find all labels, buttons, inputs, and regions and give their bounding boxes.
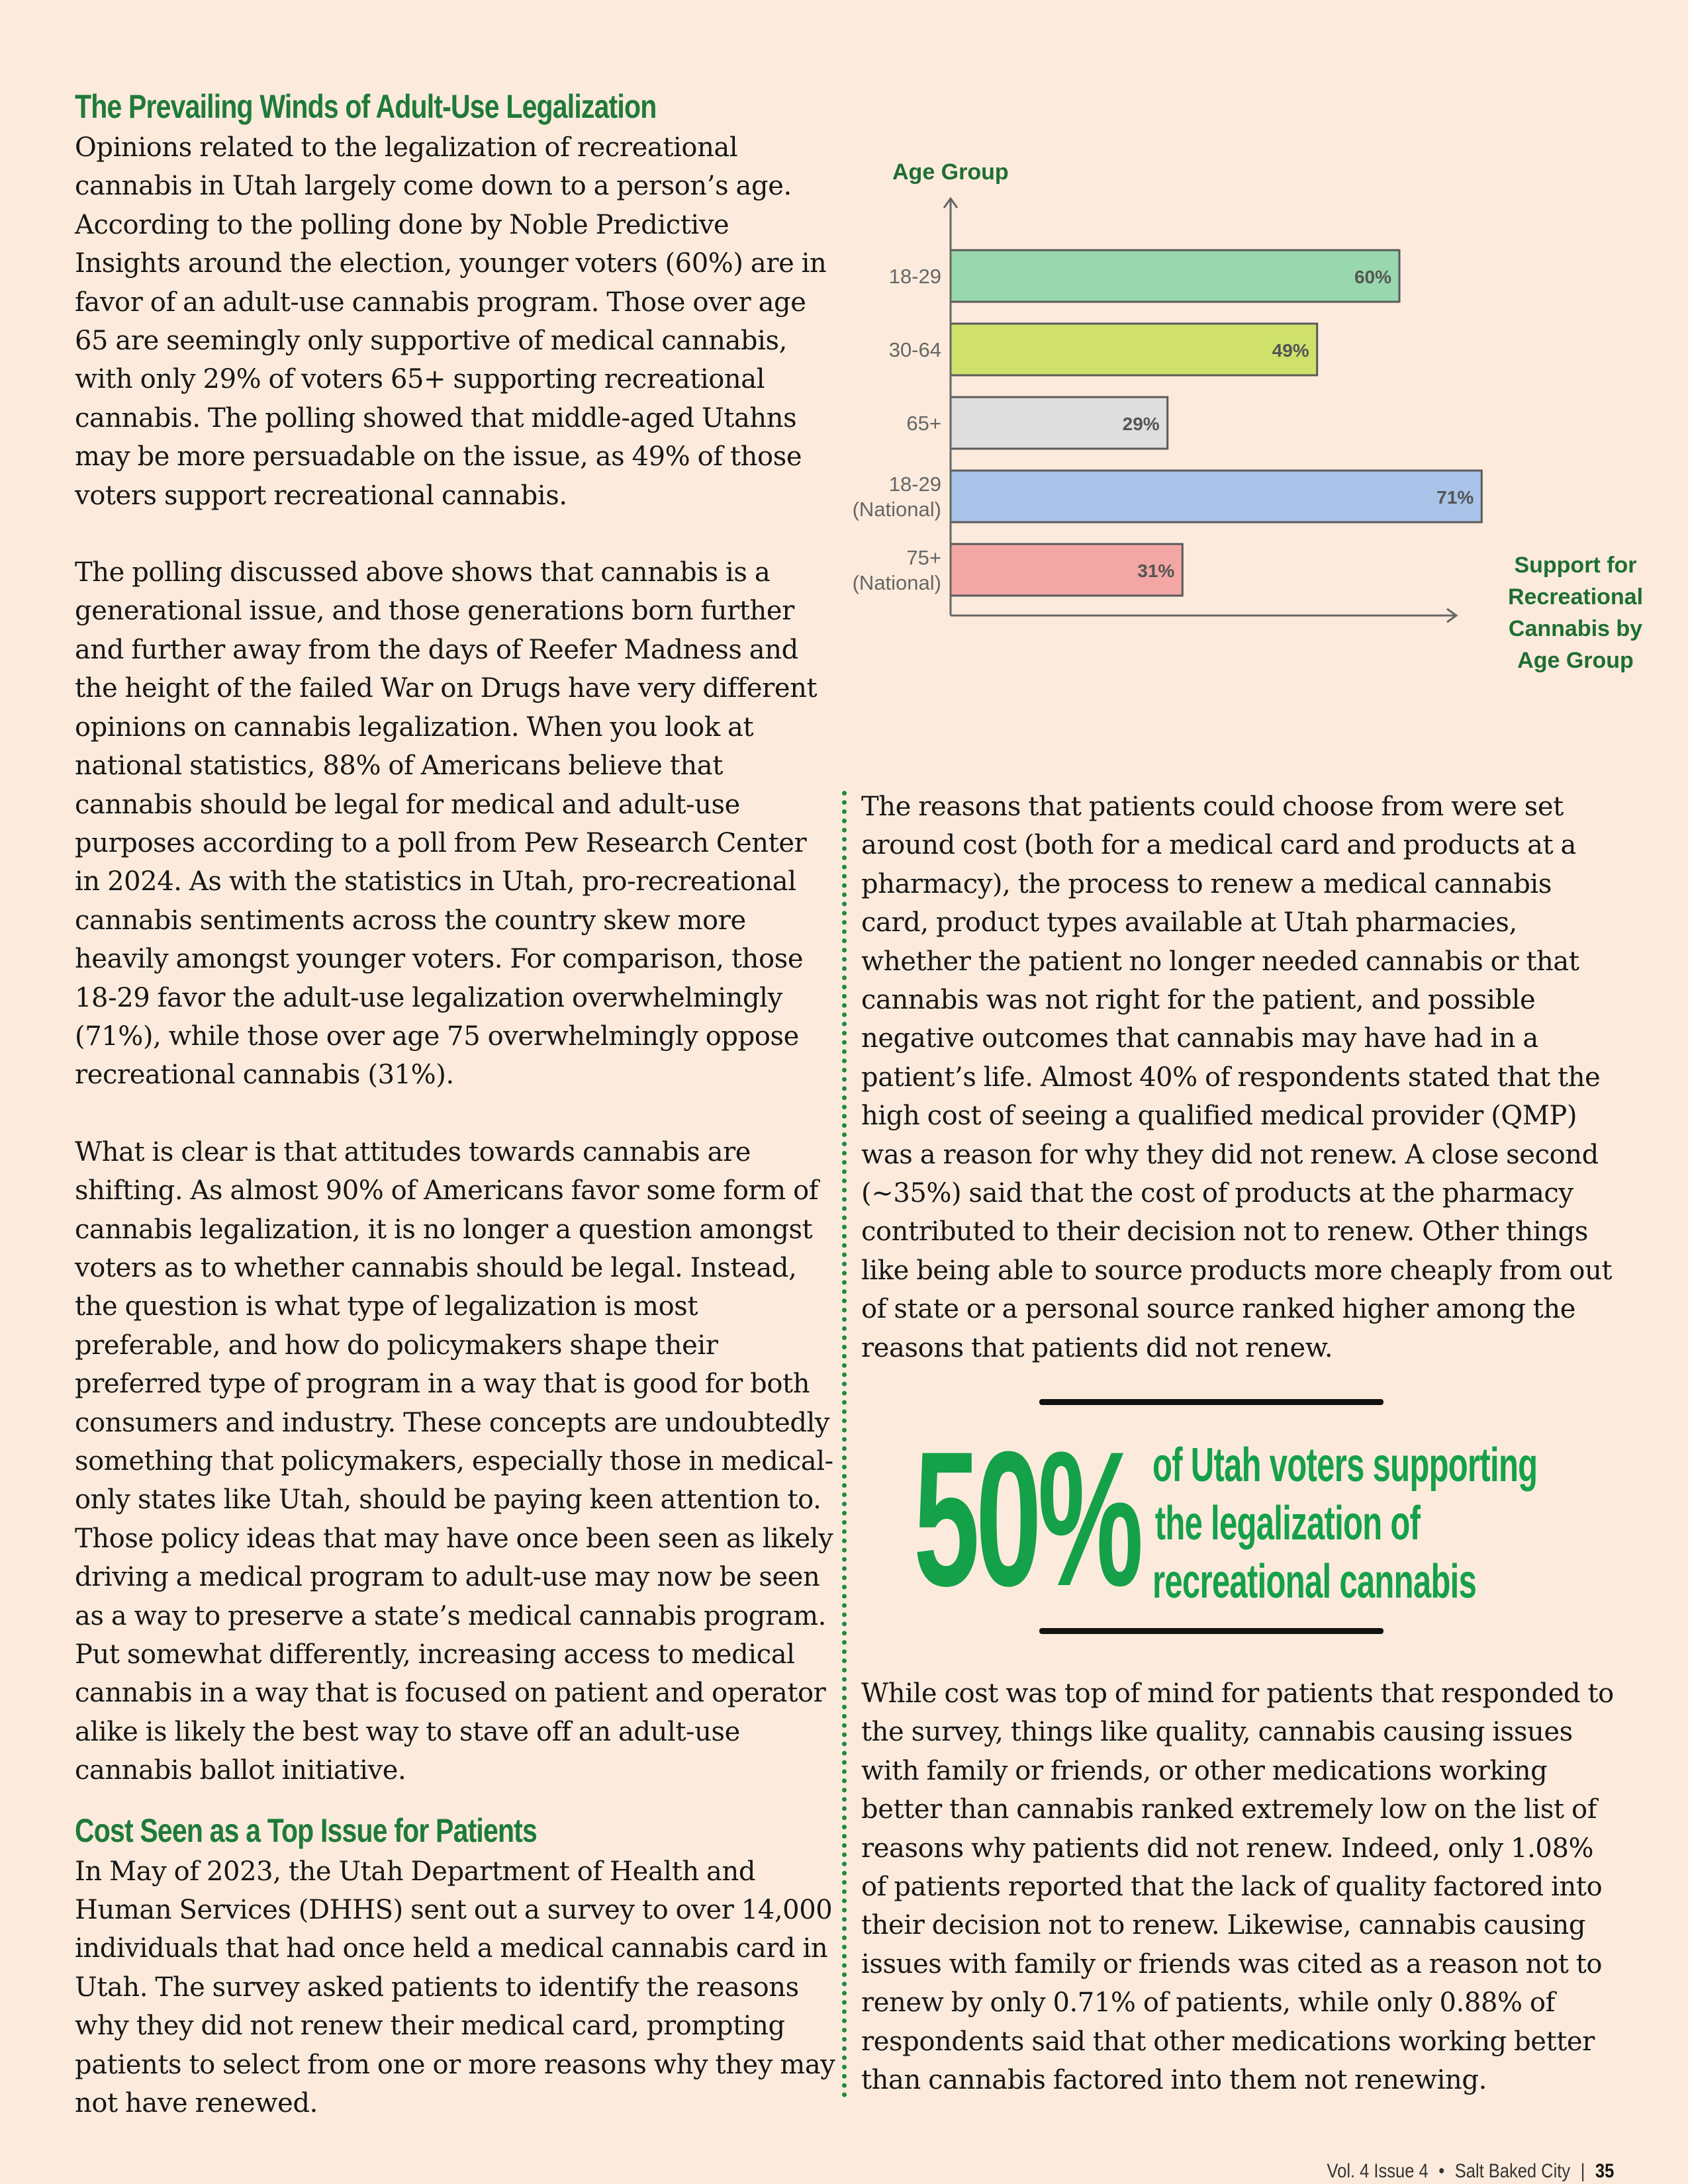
chart-value-label: 29%: [1122, 414, 1160, 434]
chart-category-label: 75+: [906, 546, 941, 569]
page-footer: [1327, 2160, 1614, 2183]
paragraph-attitudes-shifting: What is clear is that attitudes towards cannabis are shifting. As almost 90% of Americans favor some form of cannabis legalization, it is no longer a question amongst voters as to whether cannabis should be legal. Instead, the question is what type of legalization is most preferable, and how do policymakers shape their preferred type of program in a way that is good for both consumers and industry. These concepts are undoubtedly something that policymakers, especially those in medical-only states like Utah, should be paying keen attention to. Those policy ideas that may have once been seen as likely driving a medical program to adult-use may now be seen as a way to preserve a state’s medical cannabis program. Put somewhat differently, increasing access to medical cannabis in a way that is focused on patient and operator alike is likely the best way to stave off an adult-use cannabis ballot initiative.: [75, 1136, 833, 1786]
pull-quote-line: the legalization of: [1154, 1497, 1421, 1550]
pull-quote-percentage: 50%: [914, 1412, 1140, 1626]
x-axis-title-line: Age Group: [1517, 648, 1634, 673]
pull-quote-rule-top: [1039, 1399, 1383, 1405]
pull-quote-text: [1152, 1436, 1538, 1611]
footer-publication: Salt Baked City: [1454, 2160, 1570, 2182]
x-axis-title-line: Cannabis by: [1508, 616, 1643, 641]
footer-issue: Vol. 4 Issue 4: [1327, 2160, 1429, 2182]
section-heading-legalization: The Prevailing Winds of Adult-Use Legalization: [75, 88, 657, 125]
chart-category-label: 18-29: [888, 473, 941, 496]
column-divider: [842, 791, 847, 2098]
x-axis-title-line: Recreational: [1507, 584, 1644, 610]
pull-quote-rule-bottom: [1039, 1628, 1383, 1634]
paragraph-age-opinions: Opinions related to the legalization of recreational cannabis in Utah largely come down to a person’s age. According to the polling done by Noble Predictive Insights around the election, younger voters (60%) are in favor of an adult-use cannabis program. Those over age 65 are seemingly only supportive of medical cannabis, with only 29% of voters 65+ supporting recreational cannabis. The polling showed that middle-aged Utahns may be more persuadable on the issue, as 49% of those voters support recreational cannabis.: [75, 132, 827, 511]
paragraph-generational-issue: The polling discussed above shows that cannabis is a generational issue, and those generations born further and further away from the days of Reefer Madness and the height of the failed War on Drugs have very different opinions on cannabis legalization. When you look at national statistics, 88% of Americans believe that cannabis should be legal for medical and adult-use purposes according to a poll from Pew Research Center in 2024. As with the statistics in Utah, pro-recreational cannabis sentiments across the country skew more heavily amongst younger voters. For comparison, those 18-29 favor the adult-use legalization overwhelmingly (71%), while those over age 75 overwhelmingly oppose recreational cannabis (31%).: [75, 557, 818, 1091]
chart-category-label: (National): [852, 498, 941, 521]
left-column: [75, 85, 836, 2123]
x-axis-title-line: Support for: [1514, 553, 1637, 578]
footer-divider: |: [1580, 2160, 1585, 2182]
chart-value-label: 31%: [1137, 561, 1175, 581]
chart-value-label: 60%: [1354, 267, 1391, 287]
pull-quote-line: of Utah voters supporting: [1152, 1439, 1538, 1492]
chart-category-label: 65+: [906, 412, 941, 435]
pull-quote-line: recreational cannabis: [1152, 1555, 1477, 1608]
chart-bar: [951, 250, 1399, 302]
chart-category-label: 18-29: [888, 265, 941, 288]
right-column: [861, 788, 1622, 1367]
right-column-lower: [861, 1674, 1622, 2099]
paragraph-cost-top-of-mind: While cost was top of mind for patients that responded to the survey, things like quality, cannabis causing issues with family or friends, or other medications working better than cannabis ranked extremely low on the list of reasons why patients did not renew. Indeed, only 1.08% of patients reported that the lack of quality factored into their decision not to renew. Likewise, cannabis causing issues with family or friends was cited as a reason not to renew by only 0.71% of patients, while only 0.88% of respondents said that other medications working better than cannabis factored into them not renewing.: [861, 1678, 1614, 2096]
y-axis-title: Age Group: [892, 159, 1009, 185]
chart-category-label: (National): [852, 571, 941, 594]
paragraph-dhhs-survey: In May of 2023, the Utah Department of Health and Human Services (DHHS) sent out a survey to over 14,000 individuals that had once held a medical cannabis card in Utah. The survey asked patients to identify the reasons why they did not renew their medical card, prompting patients to select from one or more reasons why they may not have renewed.: [75, 1856, 835, 2119]
section-heading-cost: Cost Seen as a Top Issue for Patients: [75, 1811, 537, 1849]
age-group-bar-chart: [821, 152, 1642, 695]
chart-value-label: 49%: [1272, 340, 1309, 361]
chart-value-label: 71%: [1436, 487, 1474, 508]
paragraph-renewal-reasons: The reasons that patients could choose from were set around cost (both for a medical card and products at a pharmacy), the process to renew a medical cannabis card, product types available at Utah pharmacies, whether the patient no longer needed cannabis or that cannabis was not right for the patient, and possible negative outcomes that cannabis may have had in a patient’s life. Almost 40% of respondents stated that the high cost of seeing a qualified medical provider (QMP) was a reason for why they did not renew. A close second (~35%) said that the cost of products at the pharmacy contributed to their decision not to renew. Other things like being able to source products more cheaply from out of state or a personal source ranked higher among the reasons that patients did not renew.: [861, 792, 1613, 1363]
chart-bar: [951, 324, 1317, 375]
x-axis-title: [1456, 549, 1688, 676]
chart-bar: [951, 471, 1481, 522]
pull-quote: [914, 1390, 1549, 1648]
page-number: 35: [1595, 2160, 1614, 2182]
footer-separator: •: [1438, 2160, 1444, 2182]
chart-category-label: 30-64: [888, 338, 941, 361]
